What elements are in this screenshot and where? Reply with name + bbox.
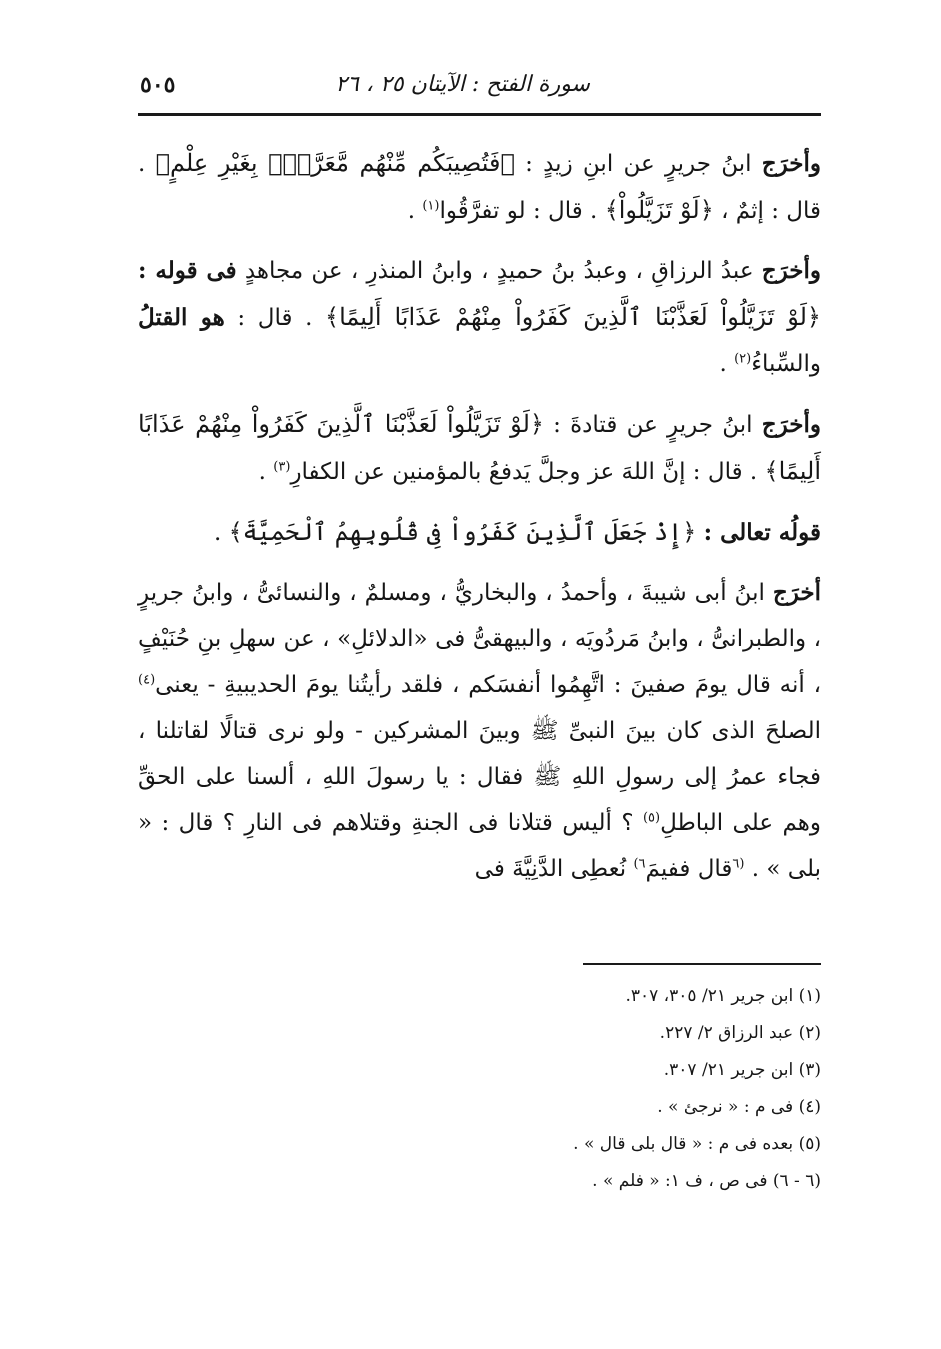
quran-quote: ﴿فَتُصِيبَكُم مِّنْهُم مَّعَرَّةُۢ بِغَيْرِ عِلْمٍ﴾ [155, 149, 515, 177]
footnote-item: (٥) بعده فى م : « قال بلى قال » . [573, 1134, 821, 1154]
footnote-ref: (٤) [138, 672, 156, 688]
verse-heading [138, 509, 821, 556]
footnote-rule [583, 963, 821, 965]
bold-run: هو القتلُ [138, 304, 225, 331]
footnote-ref: (٦ [732, 856, 745, 872]
paragraph-3 [138, 401, 821, 495]
paragraph-lead: وأخرَج [761, 257, 821, 284]
text-run: . [258, 459, 274, 485]
footnote-ref: (٣) [273, 459, 291, 475]
verse-heading-label: قولُه تعالى : [703, 519, 821, 546]
text-run: ابنُ جريرٍ عن ابنِ زيدٍ : [514, 151, 762, 177]
footnote-item: (٣) ابن جرير ٢١/ ٣٠٧. [663, 1060, 821, 1080]
text-run: ؟ أليس قتلانا فى الجنةِ وقتلاهم فى النارِ ؟ قال : « بلى » . [138, 810, 821, 882]
text-run: ابنُ أبى شيبةَ ، وأحمدُ ، والبخاريُّ ، ومسلمٌ ، والنسائىُّ ، وابنُ جريرٍ ، والطبرانىُّ ، وابنُ مَردُويَه ، والبيهقىُّ فى «الدلائلِ» ، عن سهلِ بنِ حُنَيْفٍ ، أنه قال يومَ صفينَ : اتَّهِمُوا أنفسَكم ، فلقد رأيتُنا يومَ الحديبيةِ - يعنى [138, 580, 821, 698]
text-run: . [407, 198, 423, 224]
text-run: الصلحَ الذى كان بينَ النبىِّ ﷺ وبينَ المشركين - ولو نرى قتالًا لقاتلنا ، فجاء عمرُ إلى رسولِ اللهِ ﷺ فقال : يا رسولَ اللهِ ، ألسنا على الحقِّ وهم على الباطلِ [138, 718, 821, 836]
quran-quote: ﴿لَوْ تَزَيَّلُواْ﴾ [604, 196, 714, 224]
paragraph-2 [138, 248, 821, 387]
footnote-ref: (١) [422, 198, 440, 214]
header-rule [138, 113, 821, 116]
main-text [138, 140, 821, 892]
paragraph-1 [138, 140, 821, 234]
quran-quote: ﴿لَوْ تَزَيَّلُواْ لَعَذَّبْنَا ٱلَّذِينَ كَفَرُواْ مِنْهُمْ عَذَابًا أَلِيمًا﴾ [138, 410, 821, 485]
text-run: نُعطِى الدَّنِيَّةَ فى [474, 856, 634, 882]
quran-quote: ﴿لَوْ تَزَيَّلُواْ لَعَذَّبْنَا ٱلَّذِينَ كَفَرُواْ مِنْهُمْ عَذَابًا أَلِيمًا﴾ [325, 303, 821, 331]
text-run: . قال : لو تفرَّقُوا [439, 198, 605, 224]
footnote-item: (٦ - ٦) فى ص ، ف ١: « فلم » . [592, 1171, 821, 1191]
text-run: والسِّباءُ [751, 351, 821, 377]
footnote-item: (١) ابن جرير ٢١/ ٣٠٥، ٣٠٧. [625, 986, 821, 1006]
text-run: ابنُ جريرٍ عن قتادةَ : [543, 412, 762, 438]
text-run: . [214, 520, 229, 546]
paragraph-5 [138, 570, 821, 892]
footnote-item: (٢) عبد الرزاق ٢/ ٢٢٧. [659, 1023, 821, 1043]
text-run: . [719, 351, 735, 377]
page-header [140, 60, 820, 110]
text-run: عبدُ الرزاقِ ، وعبدُ بنُ حميدٍ ، وابنُ المنذرِ ، عن مجاهدٍ [236, 258, 762, 284]
bold-run: فى قوله : [138, 257, 237, 284]
paragraph-lead: وأخرَج [761, 411, 821, 438]
quran-quote: ﴿إِذْ جَعَلَ ٱلَّذِينَ كَفَرُواْ فِى قُلُوبِهِمُ ٱلْحَمِيَّةَ﴾ [228, 518, 697, 546]
footnote-ref: (٥) [642, 810, 661, 826]
text-run: . قال : إنَّ اللهَ عز وجلَّ يَدفعُ بالمؤمنين عن الكفارِ [290, 459, 765, 485]
footnotes [450, 978, 821, 1200]
footnote-item: (٤) فى م : « نرجئ » . [657, 1097, 821, 1117]
text-run: قال ففيمَ [645, 856, 733, 882]
page-number: ٥٠٥ [140, 72, 176, 98]
running-title: سورة الفتح : الآيتان ٢٥ ، ٢٦ [335, 72, 590, 97]
text-run [696, 520, 703, 546]
footnote-ref: (٢) [734, 351, 752, 367]
footnote-ref: ٦) [633, 856, 646, 872]
paragraph-lead: وأخرَج [761, 150, 821, 177]
text-run: . قال : [224, 305, 326, 331]
paragraph-lead: أخرَج [772, 579, 821, 606]
text-run: . قال : إثمٌ ، [138, 151, 821, 224]
